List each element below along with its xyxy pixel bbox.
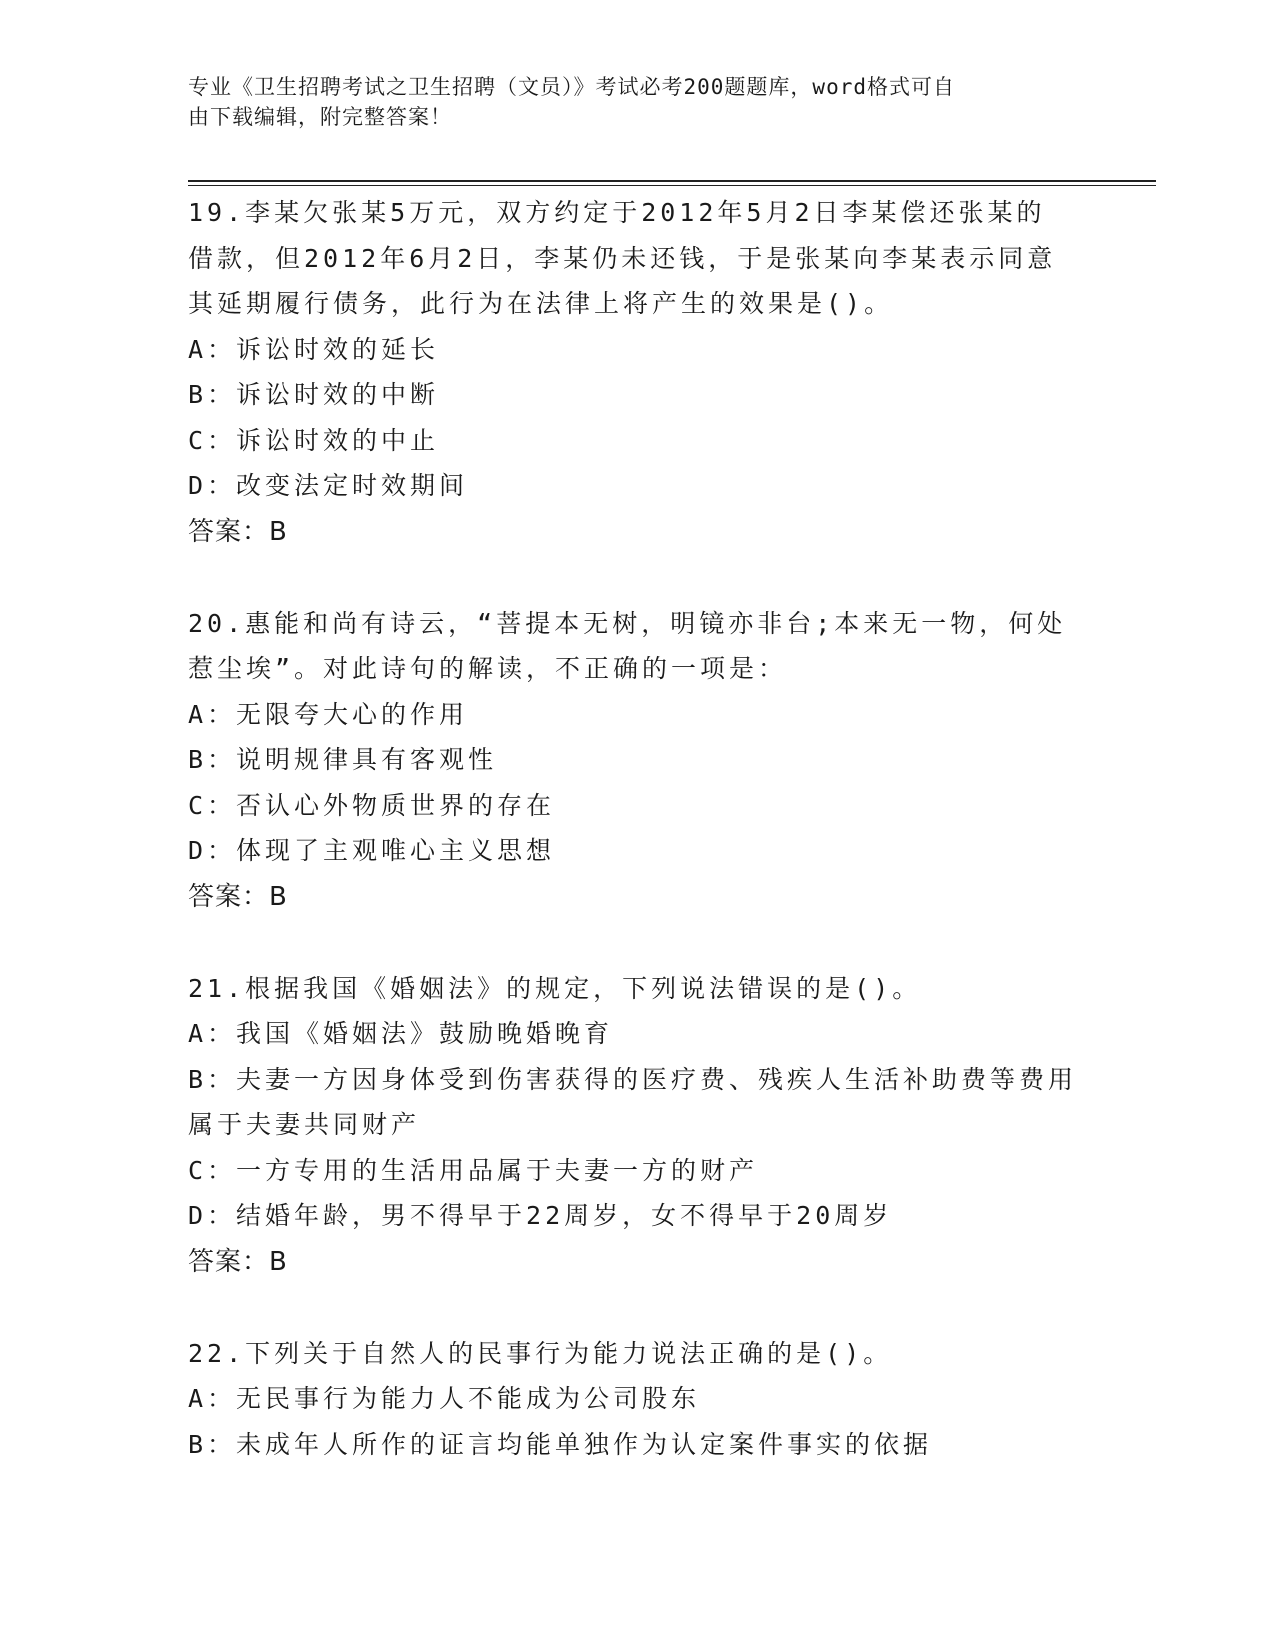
- answer-option-line: A：我国《婚姻法》鼓励晚婚晚育: [188, 1019, 614, 1048]
- question-list: [188, 190, 1088, 1513]
- header-divider-thin: [188, 185, 1156, 186]
- answer-option: [188, 1193, 1088, 1239]
- answer-option-line: C：诉讼时效的中止: [188, 425, 440, 455]
- answer-option-line: A：诉讼时效的延长: [188, 334, 440, 364]
- answer-option: [188, 783, 1088, 829]
- question-block: [188, 190, 1088, 555]
- answer-key: 答案：B: [188, 881, 288, 912]
- answer-option: [188, 1057, 1088, 1148]
- question-block: [188, 966, 1088, 1285]
- answer-option-line: 属于夫妻共同财产: [188, 1110, 421, 1139]
- answer-option-line: C：否认心外物质世界的存在: [188, 790, 556, 820]
- question-stem-line: 22.下列关于自然人的民事行为能力说法正确的是()。: [188, 1338, 893, 1368]
- answer-option: [188, 1148, 1088, 1194]
- answer-option-line: C：一方专用的生活用品属于夫妻一方的财产: [188, 1155, 759, 1185]
- answer-option-line: B：说明规律具有客观性: [188, 745, 498, 774]
- answer-option-line: D：结婚年龄，男不得早于22周岁，女不得早于20周岁: [188, 1201, 893, 1230]
- answer-option: [188, 692, 1088, 738]
- question-stem-line: 21.根据我国《婚姻法》的规定，下列说法错误的是()。: [188, 973, 922, 1003]
- question-block: [188, 1331, 1088, 1468]
- answer-option: [188, 828, 1088, 874]
- question-stem-line: 19.李某欠张某5万元，双方约定于2012年5月2日李某偿还张某的: [188, 198, 1046, 227]
- answer-option-line: D：体现了主观唯心主义思想: [188, 836, 556, 865]
- answer-option-line: D：改变法定时效期间: [188, 471, 469, 500]
- answer-option: [188, 418, 1088, 464]
- answer-option: [188, 372, 1088, 418]
- answer-option-line: A：无民事行为能力人不能成为公司股东: [188, 1384, 701, 1413]
- answer-key: 答案：B: [188, 1246, 288, 1277]
- answer-option: [188, 737, 1088, 783]
- answer-option: [188, 1011, 1088, 1057]
- answer-key: 答案：B: [188, 516, 288, 547]
- answer-option: [188, 1422, 1088, 1468]
- question-stem-line: 借款，但2012年6月2日，李某仍未还钱，于是张某向李某表示同意: [188, 243, 1057, 273]
- answer-option: [188, 327, 1088, 373]
- question-block: [188, 601, 1088, 920]
- answer-option-line: A：无限夸大心的作用: [188, 699, 469, 729]
- header-line-2: 由下载编辑，附完整答案！: [188, 105, 452, 129]
- answer-option: [188, 1376, 1088, 1422]
- answer-option-line: B：夫妻一方因身体受到伤害获得的医疗费、残疾人生活补助费等费用: [188, 1064, 1078, 1094]
- header-divider-thick: [188, 180, 1156, 182]
- question-stem-line: 20.惠能和尚有诗云，“菩提本无树，明镜亦非台;本来无一物，何处: [188, 608, 1067, 638]
- question-stem-line: 惹尘埃”。对此诗句的解读，不正确的一项是：: [188, 654, 788, 683]
- header-line-1: 专业《卫生招聘考试之卫生招聘（文员）》考试必考200题题库，word格式可自: [188, 75, 955, 99]
- question-stem-line: 其延期履行债务，此行为在法律上将产生的效果是()。: [188, 289, 894, 318]
- answer-option-line: B：诉讼时效的中断: [188, 380, 440, 409]
- answer-option-line: B：未成年人所作的证言均能单独作为认定案件事实的依据: [188, 1429, 933, 1459]
- answer-option: [188, 463, 1088, 509]
- document-header: [188, 72, 1068, 132]
